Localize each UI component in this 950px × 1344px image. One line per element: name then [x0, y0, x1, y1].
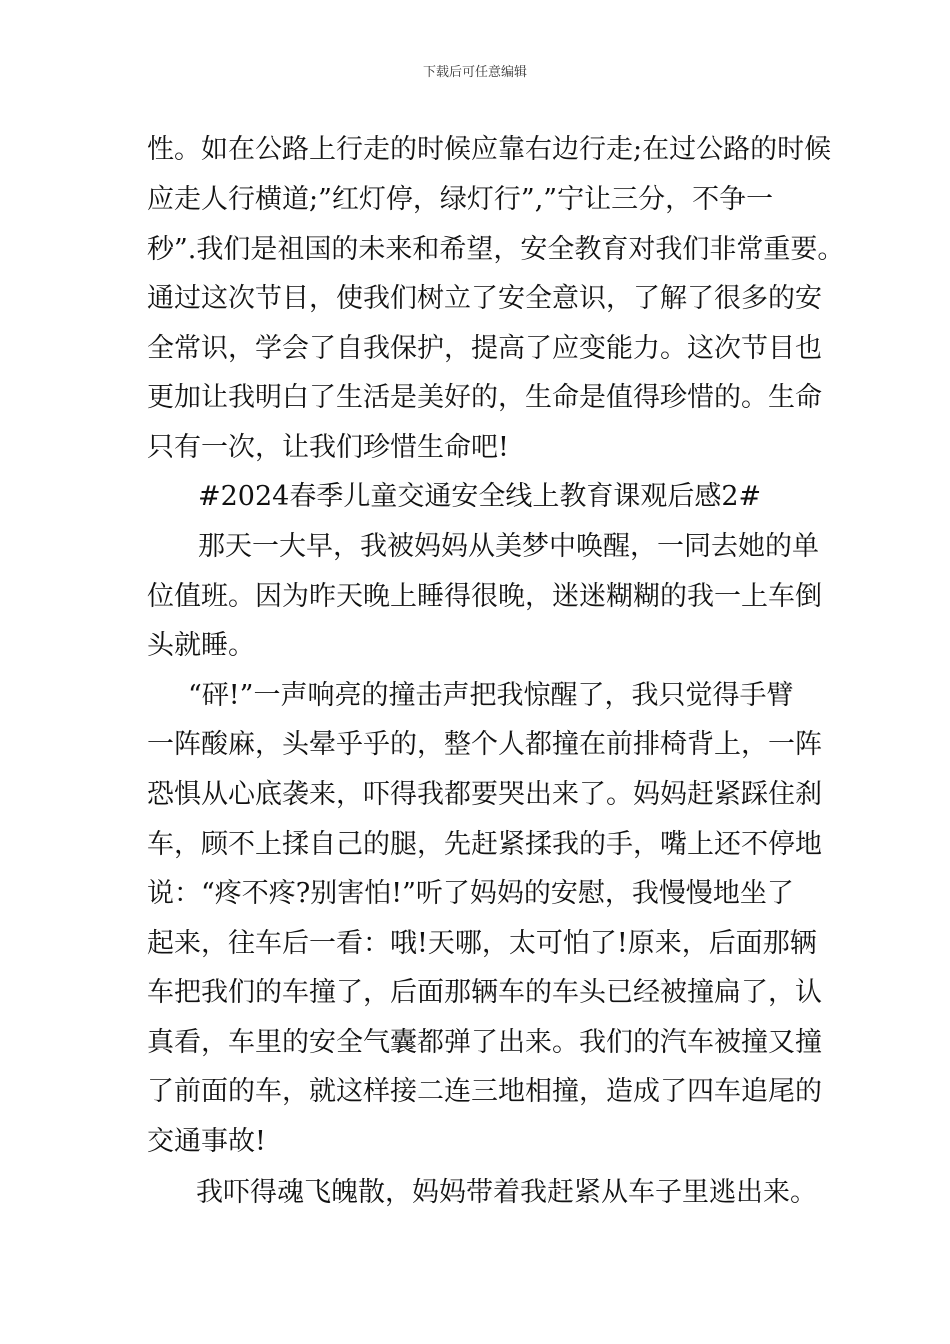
text-line: 车把我们的车撞了，后面那辆车的车头已经被撞扁了，认	[147, 977, 822, 1008]
text-line: 了前面的车，就这样接二连三地相撞，造成了四车追尾的	[147, 1076, 822, 1107]
text-line: 头就睡。	[147, 630, 255, 661]
text-line: 全常识，学会了自我保护，提高了应变能力。这次节目也	[147, 333, 822, 364]
text-line: 位值班。因为昨天晚上睡得很晚，迷迷糊糊的我一上车倒	[147, 581, 822, 612]
text-line: 通过这次节目，使我们树立了安全意识，了解了很多的安	[147, 283, 822, 314]
text-line: 应走人行横道;”红灯停，绿灯行”,”宁让三分，不争一	[147, 184, 774, 215]
text-line: 交通事故!	[147, 1126, 266, 1157]
text-line: 一阵酸麻，头晕乎乎的，整个人都撞在前排椅背上，一阵	[147, 729, 822, 760]
section-heading: #2024春季儿童交通安全线上教育课观后感2#	[198, 481, 762, 512]
text-line: 只有一次，让我们珍惜生命吧!	[147, 432, 509, 463]
text-line: 起来，往车后一看：哦!天哪，太可怕了!原来，后面那辆	[147, 928, 817, 959]
text-line: 车，顾不上揉自己的腿，先赶紧揉我的手，嘴上还不停地	[147, 829, 822, 860]
text-line: “砰!”一声响亮的撞击声把我惊醒了，我只觉得手臂	[188, 680, 794, 711]
text-line: 更加让我明白了生活是美好的，生命是值得珍惜的。生命	[147, 382, 822, 413]
text-line: 真看，车里的安全气囊都弹了出来。我们的汽车被撞又撞	[147, 1027, 822, 1058]
text-line: 秒”.我们是祖国的未来和希望，安全教育对我们非常重要。	[147, 234, 845, 265]
text-line: 那天一大早，我被妈妈从美梦中唤醒，一同去她的单	[198, 531, 819, 562]
text-line: 恐惧从心底袭来，吓得我都要哭出来了。妈妈赶紧踩住刹	[147, 779, 822, 810]
text-line: 说：“疼不疼?别害怕!”听了妈妈的安慰，我慢慢地坐了	[147, 878, 794, 909]
text-line: 我吓得魂飞魄散，妈妈带着我赶紧从车子里逃出来。	[196, 1177, 817, 1208]
page-header: 下载后可任意编辑	[422, 65, 527, 80]
text-line: 性。如在公路上行走的时候应靠右边行走;在过公路的时候	[147, 134, 832, 165]
